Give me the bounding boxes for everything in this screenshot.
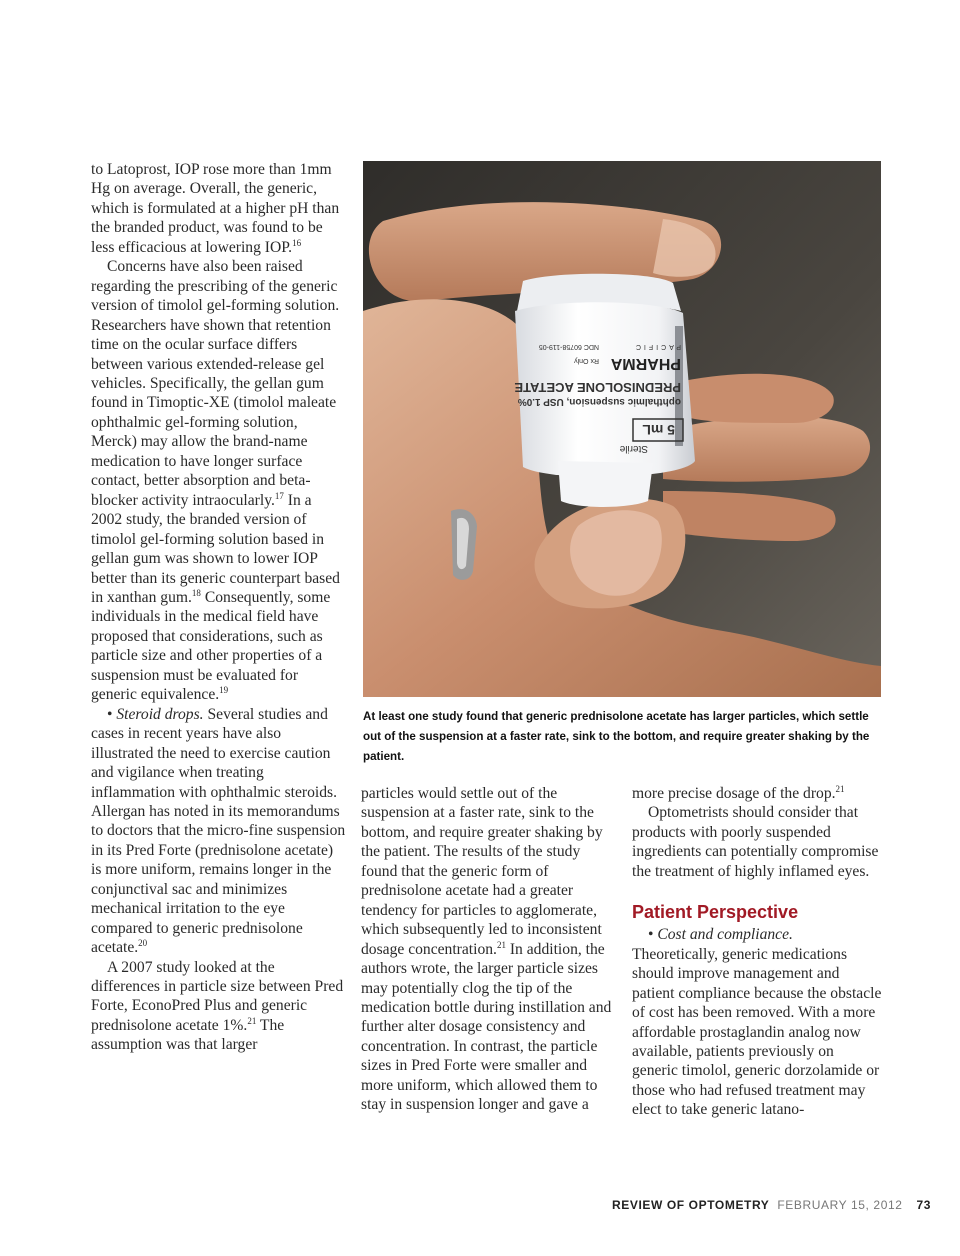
reference-number: 21 bbox=[835, 783, 845, 794]
bottle-label-desc: ophthalmic suspension, USP 1.0% bbox=[517, 396, 681, 407]
paragraph: to Latoprost, IOP rose more than 1mm Hg on average. Overall, the generic, which is formulated at a higher pH than the branded product, was found to be less efficacious at lowering IOP.$^{16}$ bbox=[91, 161, 340, 256]
reference-number: 16 bbox=[292, 237, 302, 248]
text-column-2 bbox=[361, 784, 618, 1115]
paragraph: A 2007 study looked at the differences in particle size between Pred Forte, EconoPred Plus and generic prednisolone acetate 1%.$^{21}$ The assumption was that larger bbox=[91, 958, 344, 1054]
paragraph: • Steroid drops. Several studies and cases in recent years have also illustrated the need to exercise caution and vigilance when treating inflammation with ophthalmic steroids. Allergan has noted in its memorandums to doctors that the micro-fine suspension in its Pred Forte (prednisolone acetate) is more uniform, remains longer in the conjunctival sac and minimizes mechanical irritation to the eye compared to generic prednisolone acetate.$^{20}$ bbox=[91, 705, 346, 957]
text-column-3 bbox=[632, 784, 882, 1120]
bottle-label-brand-sub: PACIFIC bbox=[632, 343, 681, 350]
page-number: 73 bbox=[916, 1198, 932, 1212]
bottle-label-ndc: NDC 60758-119-05 bbox=[538, 343, 599, 350]
figure-photo bbox=[363, 161, 881, 697]
subsection-lead: Cost and compliance. bbox=[657, 926, 793, 944]
paragraph: more precise dosage of the drop.$^{21}$ bbox=[632, 783, 845, 802]
bottle-label-drug: PREDNISOLONE ACETATE bbox=[514, 380, 681, 395]
reference-number: 18 bbox=[191, 587, 201, 598]
subsection-lead: Steroid drops. bbox=[116, 705, 204, 723]
magazine-name: REVIEW OF OPTOMETRY bbox=[612, 1198, 770, 1212]
paragraph: • Cost and compliance. Theoretically, generic medications should improve management and patient compliance because the obstacle of cost has been removed. With a more affordable prostaglandin analog now available, patients previously on generic timolol, generic dorzolamide or those who had refused treatment may elect to take generic latano- bbox=[632, 926, 882, 1119]
text-column-1 bbox=[91, 160, 346, 1055]
reference-number: 21 bbox=[496, 939, 506, 950]
bottle-label-brand: PHARMA bbox=[610, 355, 681, 372]
page-footer bbox=[612, 1198, 931, 1212]
paragraph: particles would settle out of the suspension at a faster rate, sink to the bottom, and require greater shaking by the patient. The results of the study found that the generic form of prednisolone acetate had a greater tendency for particles to agglomerate, which subsequently led to inconsistent dosage concentration.$^{21}$ In addition, the authors wrote, the larger particle sizes may potentially clog the tip of the medication bottle during instillation and further alter dosage consistency and concentration. In contrast, the particle sizes in Pred Forte were smaller and more uniform, which allowed them to stay in suspension longer and gave a bbox=[361, 785, 612, 1114]
figure-caption: At least one study found that generic prednisolone acetate has larger particles, which settle out of the suspension at a faster rate, sink to the bottom, and require greater shaking by the patient. bbox=[363, 710, 870, 763]
bottle-label-sterile: Sterile bbox=[619, 443, 648, 454]
bottle-label-volume: 5 mL bbox=[642, 422, 675, 438]
paragraph: Optometrists should consider that products with poorly suspended ingredients can potentially compromise the treatment of highly inflamed eyes. bbox=[632, 804, 879, 880]
section-heading: Patient Perspective bbox=[632, 902, 799, 923]
reference-number: 19 bbox=[219, 685, 229, 696]
reference-number: 20 bbox=[138, 937, 148, 948]
issue-date: FEBRUARY 15, 2012 bbox=[777, 1198, 903, 1212]
paragraph: Concerns have also been raised regarding the prescribing of the generic version of timolol gel-forming solution. Researchers have shown that retention time on the ocular surface differs between various extended-release gel vehicles. Specifically, the gellan gum found in Timoptic-XE (timolol maleate ophthalmic gel-forming solution, Merck) may allow the brand-name medication to have longer surface contact, better absorption and beta-blocker activity intraocularly.$^{17}$ In a 2002 study, the branded version of timolol gel-forming solution based in gellan gum was shown to lower IOP better than its generic counterpart based in xanthan gum.$^{18}$ Consequently, some individuals in the medical field have proposed that considerations, such as particle size and other properties of a suspension must be evaluated for generic equivalence.$^{19}$ bbox=[91, 258, 340, 704]
reference-number: 17 bbox=[274, 490, 284, 501]
reference-number: 21 bbox=[247, 1015, 257, 1026]
bottle-label-rx: Rx Only bbox=[574, 357, 599, 364]
